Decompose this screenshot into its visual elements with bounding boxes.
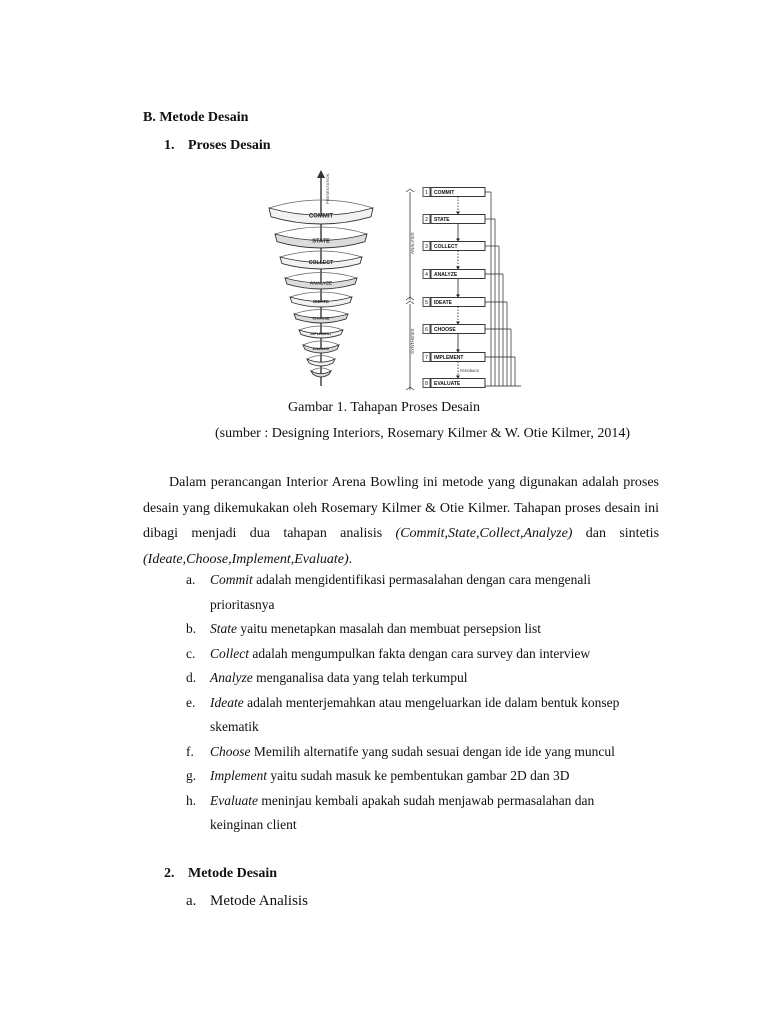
list-item [186, 764, 646, 789]
step-arrow [456, 350, 460, 353]
step-arrow [456, 295, 460, 298]
step-number: 3 [425, 244, 428, 250]
figure-caption: Gambar 1. Tahapan Proses Desain [288, 400, 480, 415]
step-label: IMPLEMENT [434, 355, 464, 361]
stage-term: Implement [210, 768, 267, 783]
step-label: COMMIT [434, 190, 455, 196]
spiral-arrow-label: PRESENTATION [325, 173, 330, 204]
analysis-label: ANALYSIS [410, 232, 415, 254]
subsection-heading-metode-desain [164, 866, 277, 882]
list-item [186, 568, 646, 617]
step-number: 2 [425, 217, 428, 223]
stage-description: yaitu sudah masuk ke pembentukan gambar 2D dan 3D [266, 768, 570, 783]
list-item [186, 740, 646, 765]
step-number: 1 [425, 190, 428, 196]
heading-title: Metode Desain [188, 866, 278, 881]
flow-diagram [406, 188, 521, 391]
stage-description: yaitu menetapkan masalah dan membuat persepsion list [237, 621, 542, 636]
subheading-title: Metode Analisis [210, 893, 308, 909]
synthesis-stages: (Ideate,Choose,Implement,Evaluate) [143, 551, 349, 567]
step-arrow [456, 376, 460, 379]
stage-term: Choose [210, 743, 251, 759]
spiral-arrowhead [317, 170, 325, 178]
step-label: EVALUATE [434, 381, 461, 387]
spiral-label: COLLECT [308, 260, 334, 267]
spiral-label: IDEATE [313, 299, 329, 304]
stage-description: adalah mengumpulkan fakta dengan cara survey dan interview [249, 645, 591, 661]
stage-description: Memilih alternatife yang sudah sesuai dengan ide ide yang muncul [250, 743, 615, 759]
list-marker: g. [186, 768, 197, 783]
paragraph-line [143, 521, 659, 547]
spiral-label: COMMIT [308, 213, 334, 220]
step-label: COLLECT [434, 244, 458, 250]
step-number: 4 [425, 272, 428, 278]
step-label: STATE [434, 217, 450, 223]
step-number: 7 [425, 355, 428, 361]
step-number: 6 [425, 327, 428, 333]
list-marker: h. [186, 792, 197, 808]
analysis-stages: (Commit,State,Collect,Analyze) [395, 526, 573, 541]
list-item [186, 617, 646, 642]
step-label: CHOOSE [434, 327, 456, 333]
subheading-metode-analisis [186, 893, 308, 910]
step-number: 5 [425, 300, 428, 306]
list-marker: a. [186, 572, 196, 587]
step-label: IDEATE [434, 300, 452, 306]
design-process-figure [263, 164, 549, 396]
stage-description-continued: keinginan client [210, 817, 297, 832]
spiral-label: IMPLEMENT [310, 331, 332, 336]
spiral-label: STATE [312, 238, 330, 245]
stage-term: Evaluate [210, 792, 258, 808]
subsection-heading-proses-desain [164, 138, 271, 154]
list-item [186, 666, 646, 691]
list-item [186, 642, 646, 667]
list-marker: d. [186, 670, 197, 685]
spiral-label: CHOOSE [312, 315, 330, 321]
list-item [186, 789, 646, 838]
spiral-diagram [269, 170, 373, 386]
step-number: 8 [425, 381, 428, 387]
list-marker: f. [186, 743, 194, 759]
stage-description: adalah menterjemahkan atau mengeluarkan ide dalam bentuk konsep [243, 694, 620, 710]
stage-description: adalah mengidentifikasi permasalahan dengan cara mengenali [252, 572, 591, 587]
stage-term: Commit [210, 572, 253, 587]
figure-source: (sumber : Designing Interiors, Rosemary Kilmer & W. Otie Kilmer, 2014) [214, 426, 631, 441]
list-marker: a. [186, 893, 197, 909]
stage-description-continued: skematik [210, 719, 259, 734]
paragraph-line: Dalam perancangan Interior Arena Bowling ini metode yang digunakan adalah proses [169, 475, 659, 490]
list-marker: c. [186, 645, 196, 661]
feedback-label: FEEDBACK [460, 369, 480, 373]
spiral-label: EVALUATE [312, 346, 330, 351]
section-heading: B. Metode Desain [143, 110, 249, 125]
stage-description: menganalisa data yang telah terkumpul [252, 670, 468, 685]
synthesis-label: SYNTHESIS [410, 328, 415, 354]
bracket-cap [406, 189, 414, 192]
stage-description: meninjau kembali apakah sudah menjawab permasalahan dan [257, 792, 595, 808]
step-label: ANALYZE [434, 272, 458, 278]
stage-term: State [210, 621, 237, 636]
design-process-diagram [263, 164, 549, 396]
paragraph-text: . [348, 551, 353, 567]
spiral-label: ANALYZE [309, 281, 333, 287]
bracket-cap [406, 301, 414, 304]
paragraph-text: dan sintetis [585, 526, 660, 541]
paragraph-text: dibagi menjadi dua tahapan analisis [143, 526, 383, 541]
stage-term: Analyze [210, 670, 253, 685]
stage-description-continued: prioritasnya [210, 596, 275, 612]
list-marker: e. [186, 694, 196, 710]
heading-title: Proses Desain [188, 138, 271, 153]
paragraph-line: desain yang dikemukakan oleh Rosemary Kilmer & Otie Kilmer. Tahapan proses desain ini [143, 500, 659, 516]
heading-number: 1. [164, 138, 175, 153]
stage-definition-list [186, 568, 646, 838]
list-item [186, 691, 646, 740]
heading-number: 2. [164, 866, 175, 881]
step-arrow [456, 322, 460, 325]
body-paragraph [143, 470, 659, 572]
stage-term: Collect [210, 645, 249, 661]
stage-term: Ideate [210, 694, 244, 710]
step-arrow [456, 267, 460, 270]
list-marker: b. [186, 621, 197, 636]
